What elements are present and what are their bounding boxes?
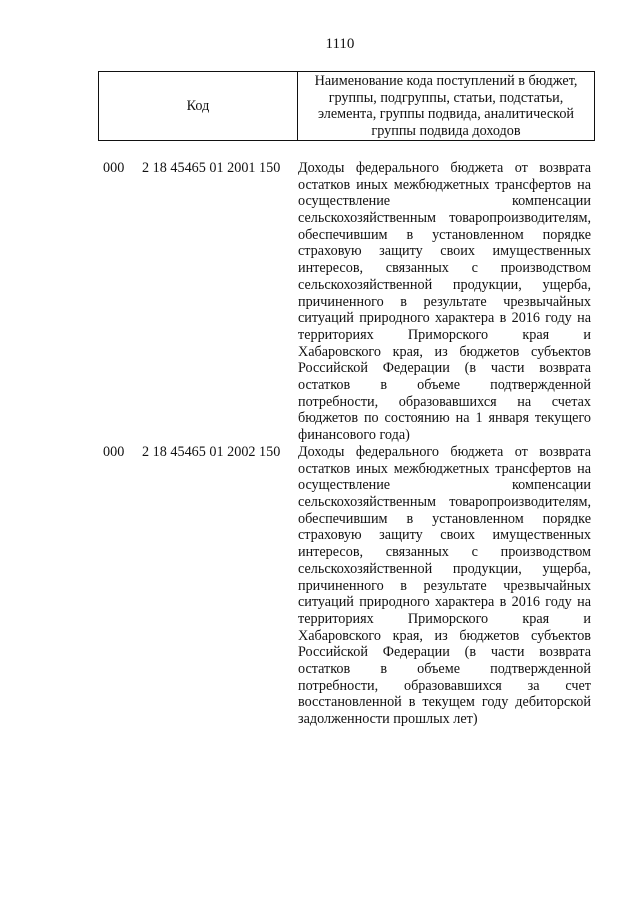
row-description [298, 444, 591, 728]
description-line: страховую защиту своих имущественных [298, 243, 591, 260]
description-line: восстановленной в текущем году дебиторской [298, 694, 591, 711]
page-number: 1110 [325, 36, 355, 52]
description-line: Российской Федерации (в части возврата [298, 644, 591, 661]
description-line: финансового года) [298, 427, 410, 443]
header-code: Код [99, 72, 298, 141]
row-description [298, 160, 591, 444]
description-line: ситуаций природного характера в 2016 году на [298, 594, 591, 611]
description-line: потребности, образовавшихся за счет [298, 677, 591, 694]
description-line: остатков иных межбюджетных трансфертов на [298, 176, 591, 193]
description-line: Хабаровского края, из бюджетов субъектов [298, 343, 591, 360]
description-line: Доходы федерального бюджета от возврата [298, 160, 591, 176]
row-prefix: 000 [103, 160, 125, 176]
description-line: Хабаровского края, из бюджетов субъектов [298, 627, 591, 644]
description-line: сельскохозяйственной продукции, ущерба, [298, 276, 591, 293]
description-line: сельскохозяйственной продукции, ущерба, [298, 560, 591, 577]
description-line: ситуаций природного характера в 2016 году на [298, 310, 591, 327]
row-code: 2 18 45465 01 2001 150 [142, 160, 281, 176]
description-line: причиненного в результате чрезвычайных [298, 577, 591, 594]
description-line: остатков в объеме подтвержденной [298, 660, 591, 677]
description-line: осуществление компенсации [298, 477, 591, 494]
table-header [98, 71, 595, 141]
description-line: сельскохозяйственным товаропроизводителям, [298, 494, 591, 511]
description-line: остатков иных межбюджетных трансфертов на [298, 460, 591, 477]
description-line: территориях Приморского края и [298, 326, 591, 343]
description-line: осуществление компенсации [298, 193, 591, 210]
description-line: потребности, образовавшихся на счетах [298, 393, 591, 410]
description-line: остатков в объеме подтвержденной [298, 376, 591, 393]
description-line: интересов, связанных с производством [298, 544, 591, 561]
row-prefix: 000 [103, 444, 125, 460]
description-line: страховую защиту своих имущественных [298, 527, 591, 544]
description-line: обеспечившим в установленном порядке [298, 510, 591, 527]
header-name: Наименование кода поступлений в бюджет, группы, подгруппы, статьи, подстатьи, элемента, группы подвида, аналитической группы подвида доходов [298, 72, 595, 141]
row-code: 2 18 45465 01 2002 150 [142, 444, 281, 460]
description-line: территориях Приморского края и [298, 610, 591, 627]
description-line: Доходы федерального бюджета от возврата [298, 444, 591, 460]
description-line: задолженности прошлых лет) [298, 711, 478, 727]
description-line: бюджетов по состоянию на 1 января текущего [298, 410, 591, 427]
description-line: интересов, связанных с производством [298, 260, 591, 277]
description-line: сельскохозяйственным товаропроизводителям, [298, 210, 591, 227]
description-line: обеспечившим в установленном порядке [298, 226, 591, 243]
description-line: Российской Федерации (в части возврата [298, 360, 591, 377]
description-line: причиненного в результате чрезвычайных [298, 293, 591, 310]
